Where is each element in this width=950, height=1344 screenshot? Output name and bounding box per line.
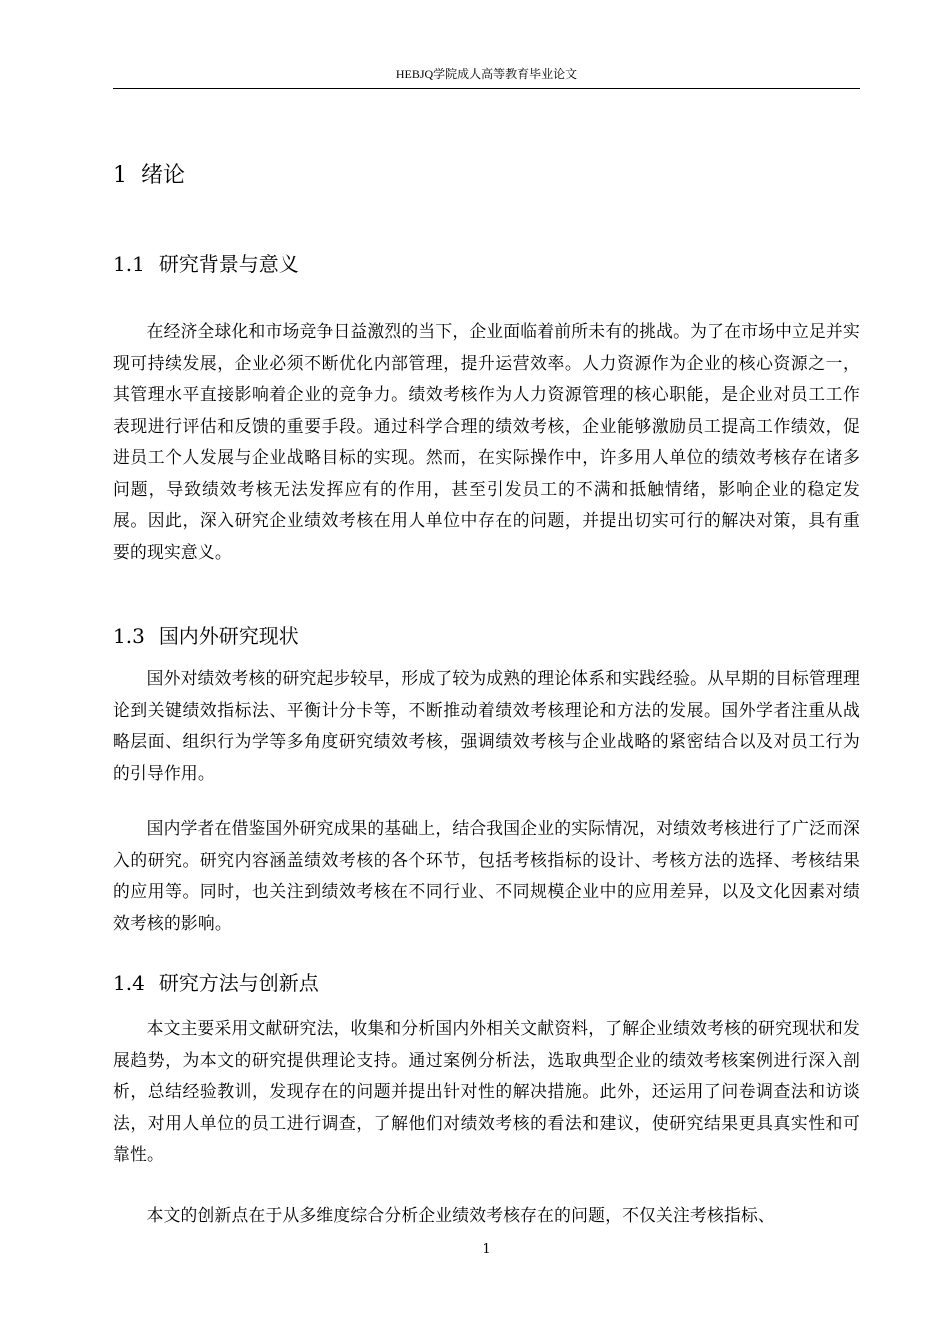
chapter-title: 绪论 — [141, 163, 186, 188]
running-header: HEBJQ学院成人高等教育毕业论文 — [395, 67, 578, 81]
chapter-number: 1 — [113, 163, 127, 188]
section-number: 1.4 — [113, 971, 145, 995]
paragraph-foreign-research: 国外对绩效考核的研究起步较早，形成了较为成熟的理论体系和实践经验。从早期的目标管理理论到关键绩效指标法、平衡计分卡等，不断推动着绩效考核理论和方法的发展。国外学者注重从战略层面、组织行为学等多角度研究绩效考核，强调绩效考核与企业战略的紧密结合以及对员工行为的引导作用。 — [113, 668, 860, 783]
paragraph-innovation: 本文的创新点在于从多维度综合分析企业绩效考核存在的问题，不仅关注考核指标、 — [146, 1205, 775, 1225]
section-title: 研究方法与创新点 — [158, 971, 319, 995]
section-number: 1.1 — [113, 252, 145, 276]
section-title: 研究背景与意义 — [158, 252, 299, 276]
section-heading-1-1 — [113, 250, 299, 278]
section-number: 1.3 — [113, 624, 145, 648]
page-number: 1 — [482, 1242, 491, 1257]
chapter-heading — [113, 161, 185, 191]
paragraph-domestic-research: 国内学者在借鉴国外研究成果的基础上，结合我国企业的实际情况，对绩效考核进行了广泛而深入的研究。研究内容涵盖绩效考核的各个环节，包括考核指标的设计、考核方法的选择、考核结果的应用等。同时，也关注到绩效考核在不同行业、不同规模企业中的应用差异，以及文化因素对绩效考核的影响。 — [113, 818, 860, 933]
section-heading-1-3 — [113, 622, 299, 650]
section-heading-1-4 — [113, 969, 319, 997]
paragraph-background: 在经济全球化和市场竞争日益激烈的当下，企业面临着前所未有的挑战。为了在市场中立足并实现可持续发展，企业必须不断优化内部管理，提升运营效率。人力资源作为企业的核心资源之一，其管理水平直接影响着企业的竞争力。绩效考核作为人力资源管理的核心职能，是企业对员工工作表现进行评估和反馈的重要手段。通过科学合理的绩效考核，企业能够激励员工提高工作绩效，促进员工个人发展与企业战略目标的实现。然而，在实际操作中，许多用人单位的绩效考核存在诸多问题，导致绩效考核无法发挥应有的作用，甚至引发员工的不满和抵触情绪，影响企业的稳定发展。因此，深入研究企业绩效考核在用人单位中存在的问题，并提出切实可行的解决对策，具有重要的现实意义。 — [113, 321, 860, 562]
section-title: 国内外研究现状 — [158, 624, 299, 648]
paragraph-methods: 本文主要采用文献研究法，收集和分析国内外相关文献资料，了解企业绩效考核的研究现状和发展趋势，为本文的研究提供理论支持。通过案例分析法，选取典型企业的绩效考核案例进行深入剖析，总结经验教训，发现存在的问题并提出针对性的解决措施。此外，还运用了问卷调查法和访谈法，对用人单位的员工进行调查，了解他们对绩效考核的看法和建议，使研究结果更具真实性和可靠性。 — [113, 1018, 860, 1164]
header-divider — [113, 88, 860, 89]
